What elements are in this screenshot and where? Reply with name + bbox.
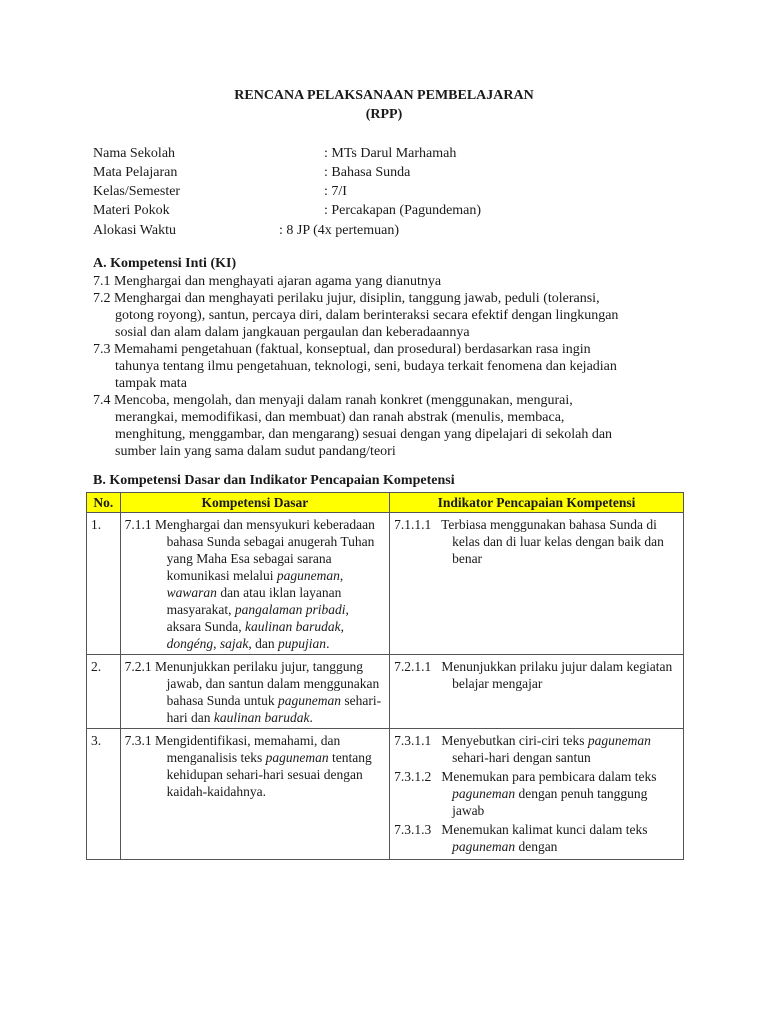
indikator-cell xyxy=(390,655,684,729)
identity-label: Alokasi Waktu xyxy=(93,223,176,238)
ki-list xyxy=(93,273,683,460)
document-subtitle: (RPP) xyxy=(365,107,403,122)
ki-heading: A. Kompetensi Inti (KI) xyxy=(93,256,237,271)
kd-cell xyxy=(120,513,389,655)
italic-term: pupujian xyxy=(278,636,327,651)
ki-item xyxy=(93,341,683,392)
indikator-number: 7.2.1.1 xyxy=(394,659,432,674)
indikator-number: 7.3.1.3 xyxy=(394,822,432,837)
kd-number: 7.2.1 xyxy=(124,659,152,674)
column-header-indikator: Indikator Pencapaian Kompetensi xyxy=(390,493,684,513)
ki-item-line: tahunya tentang ilmu pengetahuan, teknologi, seni, budaya terkait fenomena dan kejadian xyxy=(115,359,617,374)
ki-item-first-line: 7.2 Menghargai dan menghayati perilaku jujur, disiplin, tanggung jawab, peduli (toleransi, xyxy=(93,291,600,306)
ki-item-first-line: 7.3 Memahami pengetahuan (faktual, konseptual, dan prosedural) berdasarkan rasa ingin xyxy=(93,342,591,357)
ki-item xyxy=(93,273,683,290)
italic-term: sajak xyxy=(219,636,249,651)
table-row xyxy=(87,729,684,860)
text-run: Menemukan kalimat kunci dalam teks xyxy=(441,822,648,837)
kd-cell xyxy=(120,655,389,729)
ki-item-first-line: 7.1 Menghargai dan menghayati ajaran agama yang dianutnya xyxy=(93,274,442,289)
text-run: , aksara Sunda, xyxy=(166,602,349,634)
italic-term: kaulinan barudak xyxy=(245,619,341,634)
kd-heading: B. Kompetensi Dasar dan Indikator Pencapaian Kompetensi xyxy=(93,473,455,488)
identity-label: Kelas/Semester xyxy=(93,184,181,199)
text-run: . xyxy=(326,636,330,651)
indikator-item xyxy=(394,516,679,567)
text-run: dengan penuh tanggung jawab xyxy=(452,786,648,818)
italic-term: paguneman xyxy=(276,568,340,583)
ki-item xyxy=(93,392,683,460)
text-run: Menunjukkan perilaku jujur, tanggung jawab, dan santun dalam menggunakan bahasa Sunda untuk xyxy=(155,659,380,708)
text-run: sehari-hari dan xyxy=(166,693,382,725)
italic-term: kaulinan barudak xyxy=(213,710,310,725)
table-row xyxy=(87,513,684,655)
ki-item xyxy=(93,290,683,341)
text-run: dengan xyxy=(515,839,558,854)
text-run: dan atau iklan layanan masyarakat, xyxy=(166,585,342,617)
kd-number: 7.1.1 xyxy=(124,517,152,532)
indikator-number: 7.3.1.2 xyxy=(394,769,432,784)
text-run: , xyxy=(213,636,220,651)
identity-value: : 8 JP (4x pertemuan) xyxy=(279,223,400,238)
row-number: 1. xyxy=(87,513,121,655)
row-number: 2. xyxy=(87,655,121,729)
indikator-item xyxy=(394,768,679,819)
italic-term: wawaran xyxy=(166,585,217,600)
kd-text xyxy=(125,516,385,652)
indikator-item xyxy=(394,732,679,766)
ki-item-line: sumber lain yang sama dalam sudut pandang/teori xyxy=(115,444,396,459)
text-run: Menyebutkan ciri-ciri teks xyxy=(441,733,588,748)
text-run: Menunjukkan prilaku jujur dalam kegiatan belajar mengajar xyxy=(441,659,673,691)
text-run: Menghargai dan mensyukuri keberadaan bahasa Sunda sebagai anugerah Tuhan yang Maha Esa sebagai sarana komunikasi melalui xyxy=(155,517,375,583)
indikator-item xyxy=(394,658,679,692)
ki-item-line: tampak mata xyxy=(115,376,187,391)
text-run: Terbiasa menggunakan bahasa Sunda di kelas dan di luar kelas dengan baik dan benar xyxy=(441,517,664,566)
ki-item-line: sosial dan alam dalam jangkauan pergaulan dan keberadaannya xyxy=(115,325,470,340)
column-header-kd: Kompetensi Dasar xyxy=(120,493,389,513)
italic-term: dongéng xyxy=(166,636,214,651)
kd-cell xyxy=(120,729,389,860)
text-run: . xyxy=(309,710,313,725)
italic-term: paguneman xyxy=(265,750,329,765)
indikator-cell xyxy=(390,513,684,655)
text-run: , xyxy=(340,619,345,634)
text-run: Mengidentifikasi, memahami, dan menganalisis teks xyxy=(155,733,341,765)
italic-term: pangalaman pribadi xyxy=(234,602,346,617)
indikator-number: 7.1.1.1 xyxy=(394,517,432,532)
indikator-cell xyxy=(390,729,684,860)
identity-value: : Percakapan (Pagundeman) xyxy=(324,203,482,218)
text-run: Menemukan para pembicara dalam teks xyxy=(441,769,657,784)
kd-text xyxy=(125,732,385,800)
indikator-item xyxy=(394,821,679,855)
identity-value: : MTs Darul Marhamah xyxy=(324,146,457,161)
indikator-number: 7.3.1.1 xyxy=(394,733,432,748)
italic-term: paguneman xyxy=(452,839,516,854)
column-header-no: No. xyxy=(87,493,121,513)
ki-item-line: gotong royong), santun, percaya diri, dalam berinteraksi secara efektif dengan lingkungan xyxy=(115,308,619,323)
italic-term: paguneman xyxy=(452,786,516,801)
text-run: , dan xyxy=(248,636,279,651)
table-row xyxy=(87,655,684,729)
text-run: , xyxy=(339,568,344,583)
identity-label: Nama Sekolah xyxy=(93,146,176,161)
italic-term: paguneman xyxy=(587,733,651,748)
identity-value: : Bahasa Sunda xyxy=(324,165,411,180)
ki-item-first-line: 7.4 Mencoba, mengolah, dan menyaji dalam ranah konkret (menggunakan, mengurai, xyxy=(93,393,573,408)
kd-table xyxy=(86,492,684,860)
identity-value: : 7/I xyxy=(324,184,347,199)
identity-label: Mata Pelajaran xyxy=(93,165,178,180)
italic-term: paguneman xyxy=(278,693,342,708)
table-body xyxy=(87,513,684,860)
kd-number: 7.3.1 xyxy=(124,733,152,748)
row-number: 3. xyxy=(87,729,121,860)
document-title: RENCANA PELAKSANAAN PEMBELAJARAN xyxy=(234,88,534,103)
kd-text xyxy=(125,658,385,726)
identity-label: Materi Pokok xyxy=(93,203,170,218)
text-run: sehari-hari dengan santun xyxy=(452,750,591,765)
text-run: tentang kehidupan sehari-hari sesuai dengan kaidah-kaidahnya. xyxy=(166,750,372,799)
ki-item-line: merangkai, memodifikasi, dan membuat) dan ranah abstrak (menulis, membaca, xyxy=(115,410,565,425)
table-header-row xyxy=(87,493,684,513)
ki-item-line: menghitung, menggambar, dan mengarang) sesuai dengan yang dipelajari di sekolah dan xyxy=(115,427,613,442)
